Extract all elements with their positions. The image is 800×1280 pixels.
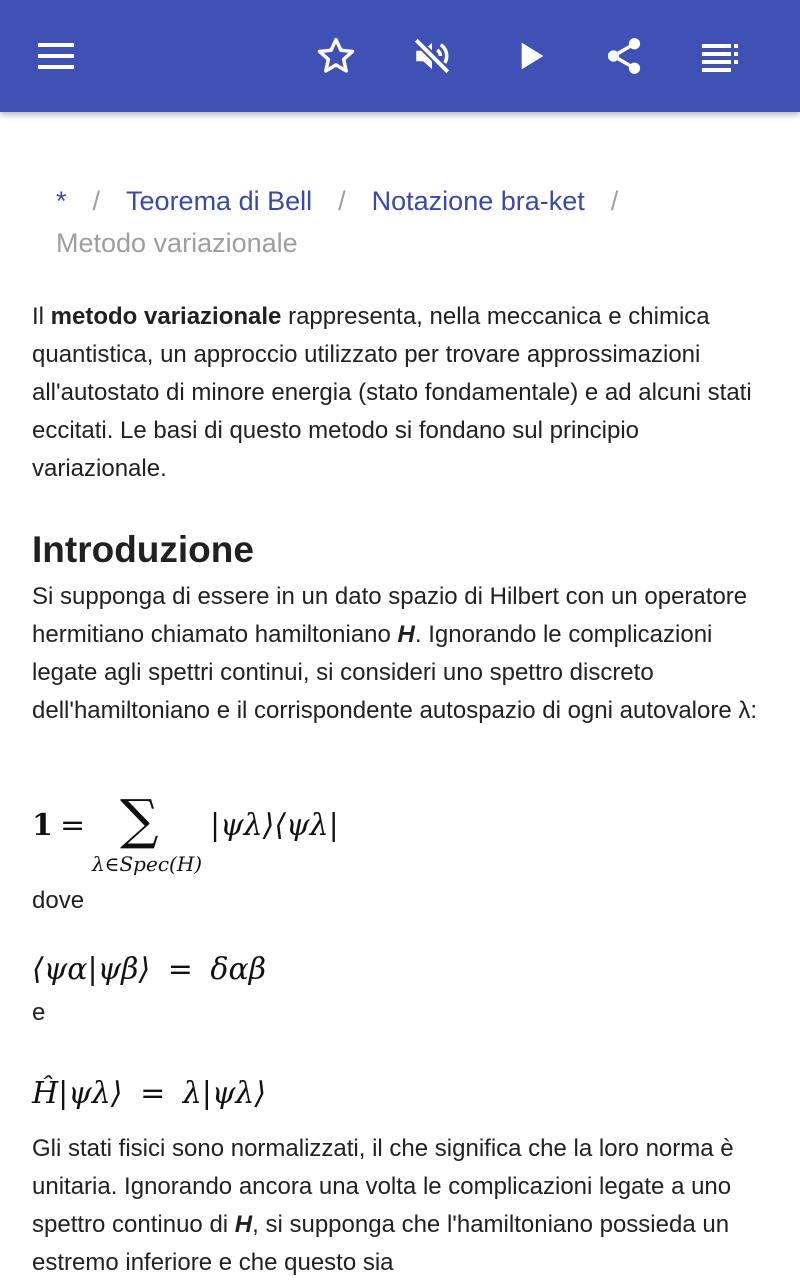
mute-button[interactable] <box>404 28 460 84</box>
play-button[interactable] <box>502 28 558 84</box>
volume-off-icon <box>411 35 453 77</box>
share-button[interactable] <box>596 28 652 84</box>
equals-sign: = <box>167 952 193 987</box>
section-heading: Introduzione <box>32 529 254 570</box>
text-e: e <box>32 999 46 1026</box>
intro-paragraph <box>32 298 772 488</box>
play-icon <box>510 36 550 76</box>
article-content <box>0 112 800 1280</box>
hamiltonian-symbol: H <box>397 621 415 648</box>
breadcrumb <box>56 180 756 264</box>
summation-subscript: λ∈Spec(H) <box>92 852 203 876</box>
hamiltonian-symbol: H <box>234 1211 253 1238</box>
breadcrumb-current: Metodo variazionale <box>56 228 298 258</box>
equation-orthonormality <box>32 952 266 987</box>
eigenvalue-ket: λ|ψλ⟩ <box>182 1076 267 1111</box>
equals-sign: = <box>140 1076 166 1111</box>
app-toolbar <box>0 0 800 112</box>
equals-sign: = <box>60 808 86 843</box>
paragraph-normalization <box>32 1130 772 1280</box>
table-of-contents-icon <box>700 36 740 76</box>
kronecker-delta: δαβ <box>210 952 267 987</box>
breadcrumb-separator: / <box>92 186 101 216</box>
paragraph-text: . Ignorando le complicazioni legate agli spettri continui, si consideri uno spettro discreto dell'hamiltoniano e il corrispondente autospazio di ogni autovalore λ: <box>32 621 758 724</box>
paragraph-text: , si supponga che l'hamiltoniano possieda un estremo inferiore e che questo sia <box>32 1211 730 1276</box>
intro-text-rest: rappresenta, nella meccanica e chimica quantistica, un approccio utilizzato per trovare approssimazioni all'autostato di minore energia (stato fondamentale) e ad alcuni stati eccitati. Le basi di questo metodo si fondano sul principio variazionale. <box>32 303 752 482</box>
identity-symbol: 1 <box>32 808 53 843</box>
breadcrumb-separator: / <box>610 186 619 216</box>
favorite-button[interactable] <box>308 28 364 84</box>
text-dove: dove <box>32 887 85 914</box>
menu-button[interactable] <box>28 28 84 84</box>
intro-text-start: Il <box>32 303 51 330</box>
projector-expression: |ψλ⟩⟨ψλ| <box>210 808 339 843</box>
breadcrumb-separator: / <box>338 186 346 216</box>
paragraph-intro <box>32 578 772 730</box>
breadcrumb-link-bell[interactable]: Teorema di Bell <box>126 186 313 216</box>
share-icon <box>603 35 645 77</box>
breadcrumb-link-bra-ket[interactable]: Notazione bra-ket <box>371 186 585 216</box>
paragraph-text: Gli stati fisici sono normalizzati, il che significa che la loro norma è unitaria. Ignorando ancora una volta le complicazioni legate a uno spettro continuo di <box>32 1135 734 1238</box>
hamiltonian-ket: Ĥ|ψλ⟩ <box>32 1076 123 1111</box>
star-outline-icon <box>315 35 357 77</box>
summation-symbol: ∑ <box>120 788 159 851</box>
equation-eigenvalue <box>32 1076 266 1111</box>
inner-product: ⟨ψα|ψβ⟩ <box>32 952 151 987</box>
table-of-contents-button[interactable] <box>692 28 748 84</box>
paragraph-text: Si supponga di essere in un dato spazio di Hilbert con un operatore hermitiano chiamato hamiltoniano <box>32 583 748 648</box>
equation-completeness <box>32 788 362 880</box>
intro-term: metodo variazionale <box>50 303 282 330</box>
menu-icon <box>36 36 76 76</box>
breadcrumb-link-home[interactable]: * <box>56 186 67 216</box>
